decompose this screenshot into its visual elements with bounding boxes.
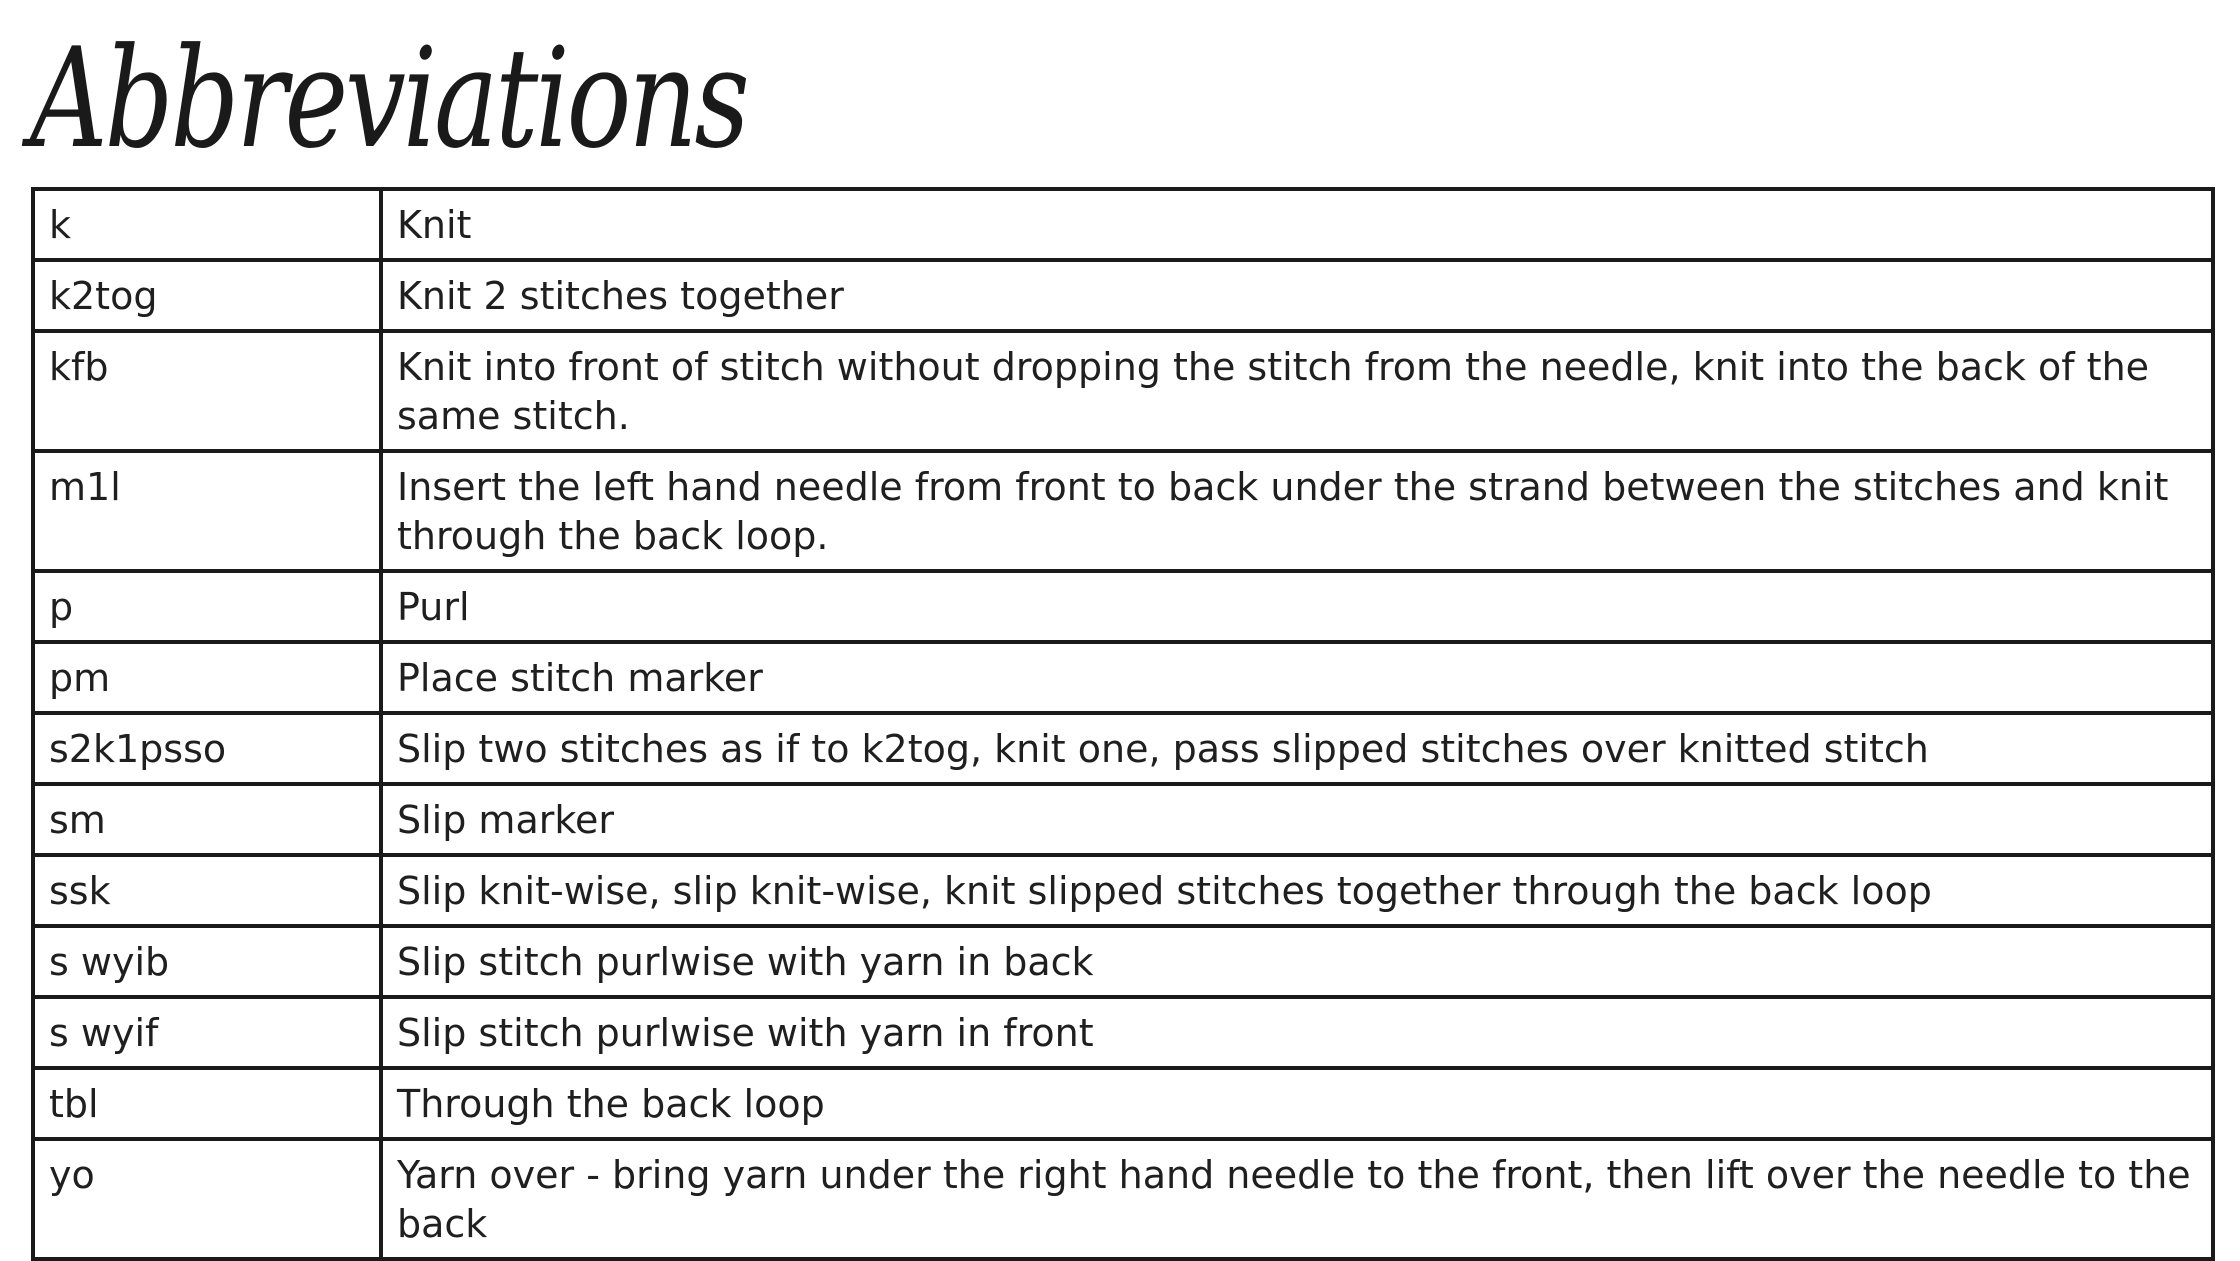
table-row <box>33 189 2213 260</box>
table-row <box>33 926 2213 997</box>
meaning-cell: Slip two stitches as if to k2tog, knit one, pass slipped stitches over knitted stitch <box>381 713 2213 784</box>
abbreviation-cell: k2tog <box>33 260 381 331</box>
meaning-cell: Knit <box>381 189 2213 260</box>
meaning-cell: Through the back loop <box>381 1068 2213 1139</box>
abbreviation-cell: s wyib <box>33 926 381 997</box>
abbreviation-cell: s wyif <box>33 997 381 1068</box>
meaning-cell: Yarn over - bring yarn under the right hand needle to the front, then lift over the needle to the back <box>381 1139 2213 1259</box>
table-row <box>33 713 2213 784</box>
abbreviation-cell: k <box>33 189 381 260</box>
meaning-cell: Slip stitch purlwise with yarn in back <box>381 926 2213 997</box>
abbreviation-cell: p <box>33 571 381 642</box>
page-title: Abbreviations <box>30 18 747 179</box>
meaning-cell: Slip knit-wise, slip knit-wise, knit slipped stitches together through the back loop <box>381 855 2213 926</box>
abbreviation-cell: kfb <box>33 331 381 451</box>
table-row <box>33 855 2213 926</box>
abbreviation-cell: ssk <box>33 855 381 926</box>
meaning-cell: Slip marker <box>381 784 2213 855</box>
table-row <box>33 260 2213 331</box>
abbreviations-table <box>31 187 2215 1261</box>
table-row <box>33 1068 2213 1139</box>
abbreviation-cell: tbl <box>33 1068 381 1139</box>
table-row <box>33 331 2213 451</box>
meaning-cell: Slip stitch purlwise with yarn in front <box>381 997 2213 1068</box>
table-row <box>33 784 2213 855</box>
table-row <box>33 451 2213 571</box>
table-row <box>33 997 2213 1068</box>
abbreviation-cell: sm <box>33 784 381 855</box>
abbreviation-cell: s2k1psso <box>33 713 381 784</box>
abbreviation-cell: pm <box>33 642 381 713</box>
meaning-cell: Purl <box>381 571 2213 642</box>
table-row <box>33 1139 2213 1259</box>
table-row <box>33 642 2213 713</box>
meaning-cell: Knit into front of stitch without dropping the stitch from the needle, knit into the back of the same stitch. <box>381 331 2213 451</box>
meaning-cell: Insert the left hand needle from front to back under the strand between the stitches and knit through the back loop. <box>381 451 2213 571</box>
meaning-cell: Knit 2 stitches together <box>381 260 2213 331</box>
meaning-cell: Place stitch marker <box>381 642 2213 713</box>
table-row <box>33 571 2213 642</box>
abbreviation-cell: yo <box>33 1139 381 1259</box>
abbreviation-cell: m1l <box>33 451 381 571</box>
